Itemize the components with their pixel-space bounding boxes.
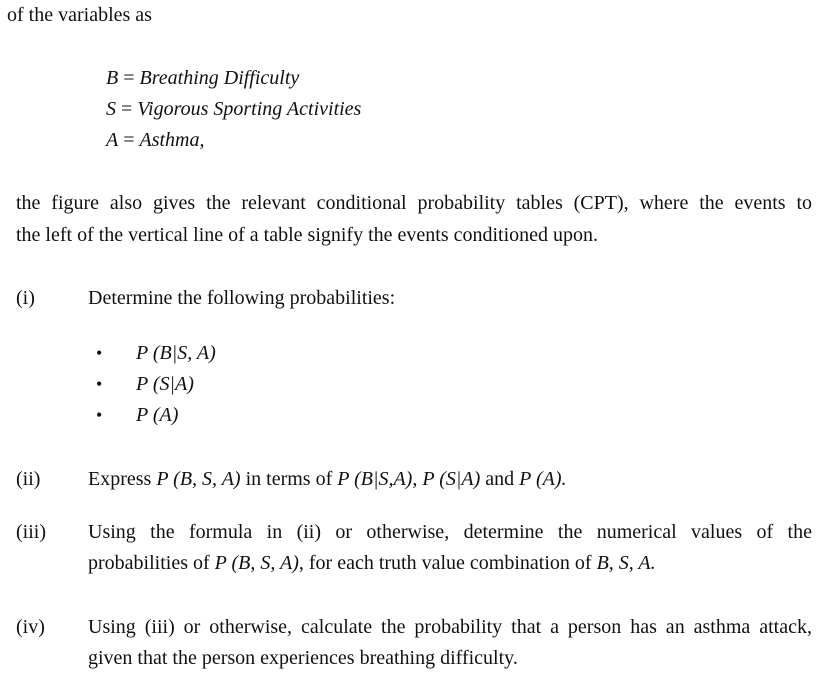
question-iii-line-2 xyxy=(88,548,812,579)
equals-sign: = xyxy=(118,67,140,89)
equals-sign: = xyxy=(118,129,140,151)
equals-sign: = xyxy=(116,98,138,120)
question-i-number: (i) xyxy=(16,287,35,309)
question-iii-text xyxy=(88,517,812,579)
intro-text: of the variables as xyxy=(7,4,152,26)
math-expression: B, S, A. xyxy=(596,552,656,574)
variable-name: Breathing Difficulty xyxy=(139,67,300,89)
cpt-paragraph xyxy=(16,187,812,251)
math-expression: P (A). xyxy=(519,468,567,490)
math-expression: P (B, S, A) xyxy=(156,468,241,490)
probability-item-3: P (A) xyxy=(136,404,179,426)
variable-symbol: B xyxy=(106,67,119,89)
question-ii-number: (ii) xyxy=(16,468,41,490)
bullet-icon: • xyxy=(96,374,103,394)
probability-item-1: P (B|S, A) xyxy=(136,342,216,364)
variable-definition-s xyxy=(106,98,361,121)
variable-definition-b xyxy=(106,67,299,90)
variable-definition-a xyxy=(106,129,205,152)
question-iii-number: (iii) xyxy=(16,521,46,543)
question-ii-text xyxy=(88,468,567,491)
question-iv-number: (iv) xyxy=(16,616,45,638)
text-run: probabilities of xyxy=(88,552,215,574)
question-i-text: Determine the following probabilities: xyxy=(88,287,396,309)
probability-item-2: P (S|A) xyxy=(136,373,194,395)
paragraph-line-1: the figure also gives the relevant conditional probability tables (CPT), where the events to xyxy=(16,192,812,214)
variable-symbol: S xyxy=(106,98,116,120)
question-iii-line-1: Using the formula in (ii) or otherwise, determine the numerical values of the xyxy=(88,521,812,543)
text-run: in terms of xyxy=(240,468,338,490)
text-run: and xyxy=(480,468,520,490)
variable-name: Asthma, xyxy=(139,129,205,151)
bullet-icon: • xyxy=(96,405,103,425)
math-expression: P (B|S,A), P (S|A) xyxy=(337,468,481,490)
variable-symbol: A xyxy=(106,129,119,151)
paragraph-line-2: the left of the vertical line of a table signify the events conditioned upon. xyxy=(16,224,599,246)
math-expression: P (B, S, A) xyxy=(214,552,299,574)
text-run: , for each truth value combination of xyxy=(298,552,597,574)
question-iv-text xyxy=(88,612,812,674)
text-run: Express xyxy=(88,468,157,490)
question-iv-line-2: given that the person experiences breathing difficulty. xyxy=(88,647,518,669)
bullet-icon: • xyxy=(96,343,103,363)
variable-name: Vigorous Sporting Activities xyxy=(137,98,362,120)
question-iv-line-1: Using (iii) or otherwise, calculate the probability that a person has an asthma attack, xyxy=(88,616,812,638)
